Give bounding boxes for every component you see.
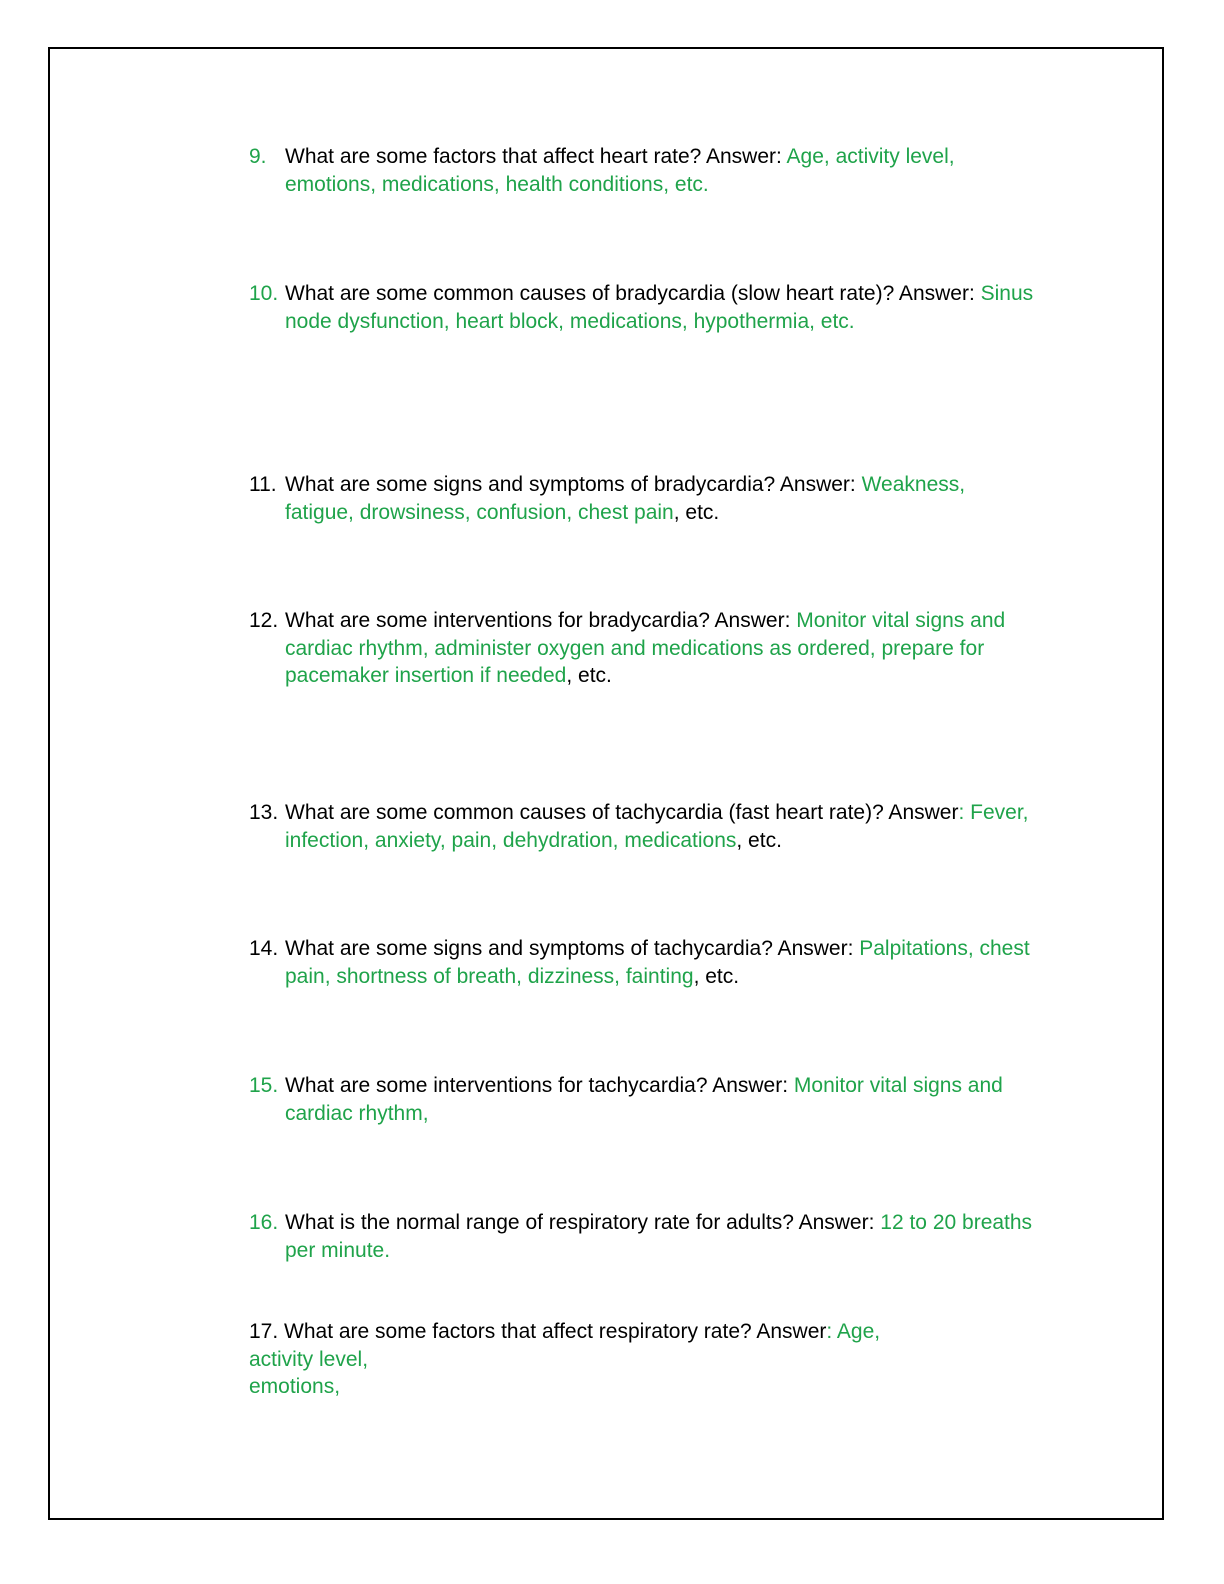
- answer-text: : Age,: [826, 1320, 881, 1343]
- answer-line: emotions,: [249, 1375, 341, 1398]
- item-number: 9.: [249, 145, 267, 168]
- item-body: [285, 471, 1039, 526]
- item-17-first-line: [249, 1318, 1039, 1346]
- item-body: [285, 799, 1039, 854]
- item-number: 15.: [249, 1074, 279, 1097]
- answer-text: 12 to 20 breaths per minute.: [285, 1211, 1033, 1262]
- question-text: What is the normal range of respiratory rate for adults? Answer:: [285, 1211, 881, 1234]
- item-number: 12.: [249, 609, 279, 632]
- question-item-15: [249, 1072, 1039, 1127]
- item-number: 16.: [249, 1211, 279, 1234]
- answer-line: activity level,: [249, 1347, 369, 1371]
- item-body: [285, 1209, 1039, 1264]
- question-item-16: [249, 1209, 1039, 1264]
- answer-text: Monitor vital signs and cardiac rhythm, administer oxygen and medications as ordered, prepare for pacemaker insertion if needed: [285, 609, 1006, 687]
- item-number: 10.: [249, 282, 279, 305]
- item-body: [285, 935, 1039, 990]
- item-body: [285, 143, 1039, 198]
- question-item-17: [249, 1318, 1039, 1401]
- answer-tail: , etc.: [693, 964, 740, 988]
- question-item-9: [249, 143, 1039, 198]
- question-text: What are some interventions for bradycardia? Answer:: [285, 609, 797, 632]
- answer-text: : Fever, infection, anxiety, pain, dehydration, medications: [285, 801, 1029, 852]
- question-text: What are some common causes of bradycardia (slow heart rate)? Answer:: [285, 282, 981, 305]
- page-border: [48, 47, 1164, 1520]
- item-number: 11.: [249, 473, 277, 496]
- item-body: [285, 280, 1039, 335]
- item-number: 13.: [249, 801, 279, 824]
- question-text: 17. What are some factors that affect respiratory rate? Answer: [249, 1320, 827, 1343]
- answer-text: Weakness, fatigue, drowsiness, confusion, chest pain: [285, 473, 966, 524]
- answer-text: Palpitations, chest pain, shortness of breath, dizziness, fainting: [285, 937, 1030, 988]
- question-text: What are some signs and symptoms of tachycardia? Answer:: [285, 937, 860, 960]
- question-text: What are some interventions for tachycardia? Answer:: [285, 1074, 794, 1097]
- question-item-11: [249, 471, 1039, 526]
- question-text: What are some factors that affect heart rate? Answer:: [285, 145, 787, 168]
- question-item-14: [249, 935, 1039, 990]
- answer-text: Age, activity level, emotions, medications, health conditions, etc.: [285, 145, 955, 196]
- question-text: What are some common causes of tachycardia (fast heart rate)? Answer: [285, 801, 959, 824]
- item-number: 14.: [249, 937, 279, 960]
- answer-text: Monitor vital signs and cardiac rhythm,: [285, 1074, 1003, 1125]
- answer-text: Sinus node dysfunction, heart block, medications, hypothermia, etc.: [285, 282, 1034, 333]
- item-body: [285, 1072, 1039, 1127]
- item-body: [285, 607, 1039, 690]
- question-text: What are some signs and symptoms of bradycardia? Answer:: [285, 473, 862, 496]
- question-item-10: [249, 280, 1039, 335]
- answer-tail: , etc.: [566, 664, 612, 687]
- question-item-12: [249, 607, 1039, 690]
- question-item-13: [249, 799, 1039, 854]
- answer-tail: , etc.: [673, 500, 720, 524]
- answer-tail: , etc.: [736, 828, 782, 852]
